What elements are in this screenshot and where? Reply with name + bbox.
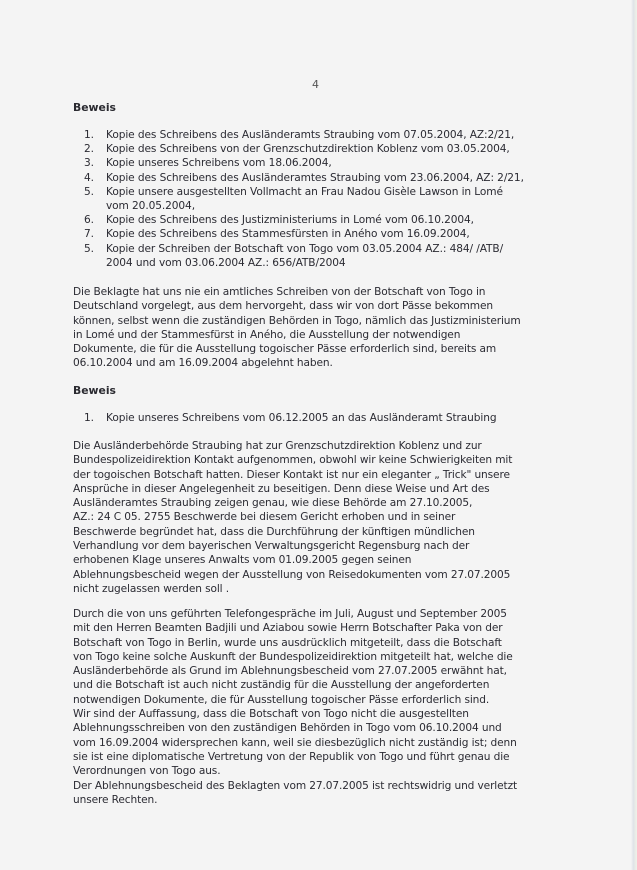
section-heading-beweis-2: Beweis <box>73 384 116 397</box>
list-item: 4. Kopie des Schreibens des Ausländeramtes Straubing vom 23.06.2004, AZ: 2/21, <box>84 171 524 184</box>
evidence-list-2 <box>84 411 576 425</box>
evidence-list-1 <box>84 128 576 270</box>
list-item: 6. Kopie des Schreibens des Justizministeriums in Lomé vom 06.10.2004, <box>84 214 474 227</box>
page-number: 4 <box>312 78 319 91</box>
list-item: 1. Kopie des Schreibens des Ausländeramts Straubing vom 07.05.2004, AZ:2/21, <box>84 129 515 141</box>
paragraph-beklagte: Die Beklagte hat uns nie ein amtliches Schreiben von der Botschaft von Togo in Deutschland vorgelegt, aus dem hervorgeht, dass wir von dort Pässe bekommen können, selbst wenn die zuständigen Behörden in Togo, nämlich das Justizministerium in Lomé und der Stammesfürst in Aného, die Ausstellung der notwendigen Dokumente, die für die Ausstellung togoischer Pässe erforderlich sind, bereits am 06.10.2004 und am 16.09.2004 abgelehnt haben. <box>73 286 521 370</box>
page-edge-shadow <box>631 0 637 870</box>
paragraph-telefongespraeche: Durch die von uns geführten Telefongespräche im Juli, August und September 2005 mit den Herren Beamten Badjili und Aziabou sowie Herrn Botschafter Paka von der Botschaft von Togo in Berlin, wurde uns ausdrücklich mitgeteilt, dass die Botschaft von Togo keine solche Auskunft der Bundespolizeidirektion mitgeteilt hat, welche die Ausländerbehörde als Grund im Ablehnungsbescheid vom 27.07.2005 erwähnt hat, und die Botschaft ist auch nicht zuständig für die Ausstellung der angeforderten notwendigen Dokumente, die für Ausstellung togoischer Pässe erforderlich sind. Wir sind der Auffassung, dass die Botschaft von Togo nicht die ausgestellten Ablehnungsschreiben von den zuständigen Behörden in Togo vom 06.10.2004 und vom 16.09.2004 widersprechen kann, weil sie diesbezüglich nicht zuständig ist; denn sie ist eine diplomatische Vertretung von der Republik von Togo und führt genau die Verordnungen von Togo aus. Der Ablehnungsbescheid des Beklagten vom 27.07.2005 ist rechtswidrig und verletzt unsere Rechten. <box>73 608 518 806</box>
section-heading-beweis-1: Beweis <box>73 101 116 114</box>
list-item: 2. Kopie des Schreibens von der Grenzschutzdirektion Koblenz vom 03.05.2004, <box>84 143 510 156</box>
list-item: 1. Kopie unseres Schreibens vom 06.12.2005 an das Ausländeramt Straubing <box>84 412 497 424</box>
list-item: 5. Kopie unsere ausgestellten Vollmacht an Frau Nadou Gisèle Lawson in Lomé vom 20.05.2004, <box>84 185 503 213</box>
list-item: 5. Kopie der Schreiben der Botschaft von Togo vom 03.05.2004 AZ.: 484/ /ATB/ 2004 und vom 03.06.2004 AZ.: 656/ATB/2004 <box>84 242 504 269</box>
list-item: 3. Kopie unseres Schreibens vom 18.06.2004, <box>84 157 332 170</box>
list-item: 7. Kopie des Schreibens des Stammesfürsten in Aného vom 16.09.2004, <box>84 228 470 241</box>
paragraph-auslaenderbehoerde: Die Ausländerbehörde Straubing hat zur Grenzschutzdirektion Koblenz und zur Bundespolizeidirektion Kontakt aufgenommen, obwohl wir keine Schwierigkeiten mit der togoischen Botschaft hatten. Dieser Kontakt ist nur ein eleganter „ Trick" unsere Ansprüche in dieser Angelegenheit zu beseitigen. Denn diese Weise und Art des Ausländeramtes Straubing zeigen genau, wie diese Behörde am 27.10.2005, AZ.: 24 C 05. 2755 Beschwerde bei diesem Gericht erhoben und in seiner Beschwerde begründet hat, dass die Durchführung der künftigen mündlichen Verhandlung vor dem bayerischen Verwaltungsgericht Regensburg nach der erhobenen Klage unseres Anwalts vom 01.09.2005 gegen seinen Ablehnungsbescheid wegen der Ausstellung von Reisedokumenten vom 27.07.2005 nicht zugelassen werden soll . <box>73 440 513 595</box>
